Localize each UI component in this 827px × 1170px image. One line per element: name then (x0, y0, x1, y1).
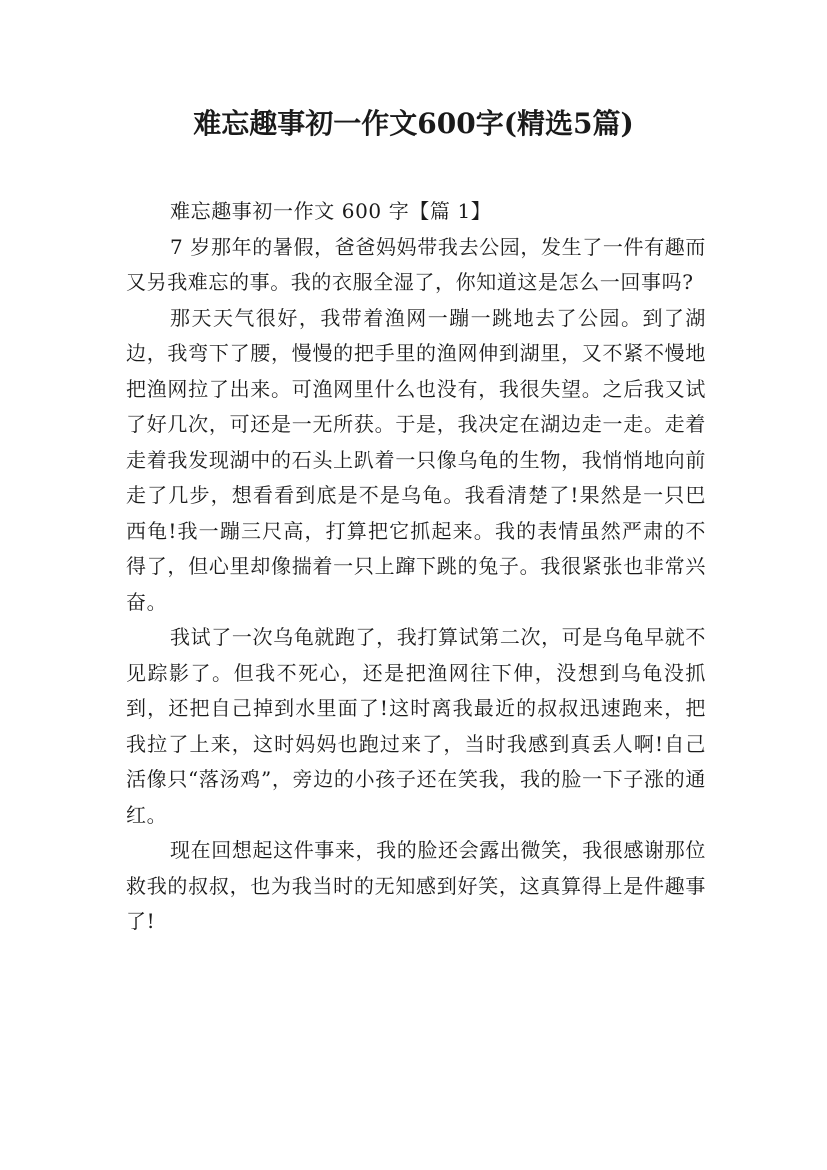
paragraph-1: 7 岁那年的暑假，爸爸妈妈带我去公园，发生了一件有趣而又另我难忘的事。我的衣服全湿了，你知道这是怎么一回事吗? (126, 234, 706, 294)
paragraph-3: 我试了一次乌龟就跑了，我打算试第二次，可是乌龟早就不见踪影了。但我不死心，还是把渔网往下伸，没想到乌龟没抓到，还把自己掉到水里面了!这时离我最近的叔叔迅速跑来，把我拉了上来，这时妈妈也跑过来了，当时我感到真丢人啊!自己活像只“落汤鸡”，旁边的小孩子还在笑我，我的脸一下子涨的通红。 (126, 625, 706, 827)
paragraph-4: 现在回想起这件事来，我的脸还会露出微笑，我很感谢那位救我的叔叔，也为我当时的无知感到好笑，这真算得上是件趣事了! (126, 838, 706, 933)
section-heading: 难忘趣事初一作文 600 字【篇 1】 (170, 199, 492, 223)
paragraph-2: 那天天气很好，我带着渔网一蹦一跳地去了公园。到了湖边，我弯下了腰，慢慢的把手里的渔网伸到湖里，又不紧不慢地把渔网拉了出来。可渔网里什么也没有，我很失望。之后我又试了好几次，可还是一无所获。于是，我决定在湖边走一走。走着走着我发现湖中的石头上趴着一只像乌龟的生物，我悄悄地向前走了几步，想看看到底是不是乌龟。我看清楚了!果然是一只巴西龟!我一蹦三尺高，打算把它抓起来。我的表情虽然严肃的不得了，但心里却像揣着一只上蹿下跳的兔子。我很紧张也非常兴奋。 (126, 305, 706, 614)
document-title: 难忘趣事初一作文600字(精选5篇) (193, 107, 634, 140)
document-body (126, 194, 706, 940)
